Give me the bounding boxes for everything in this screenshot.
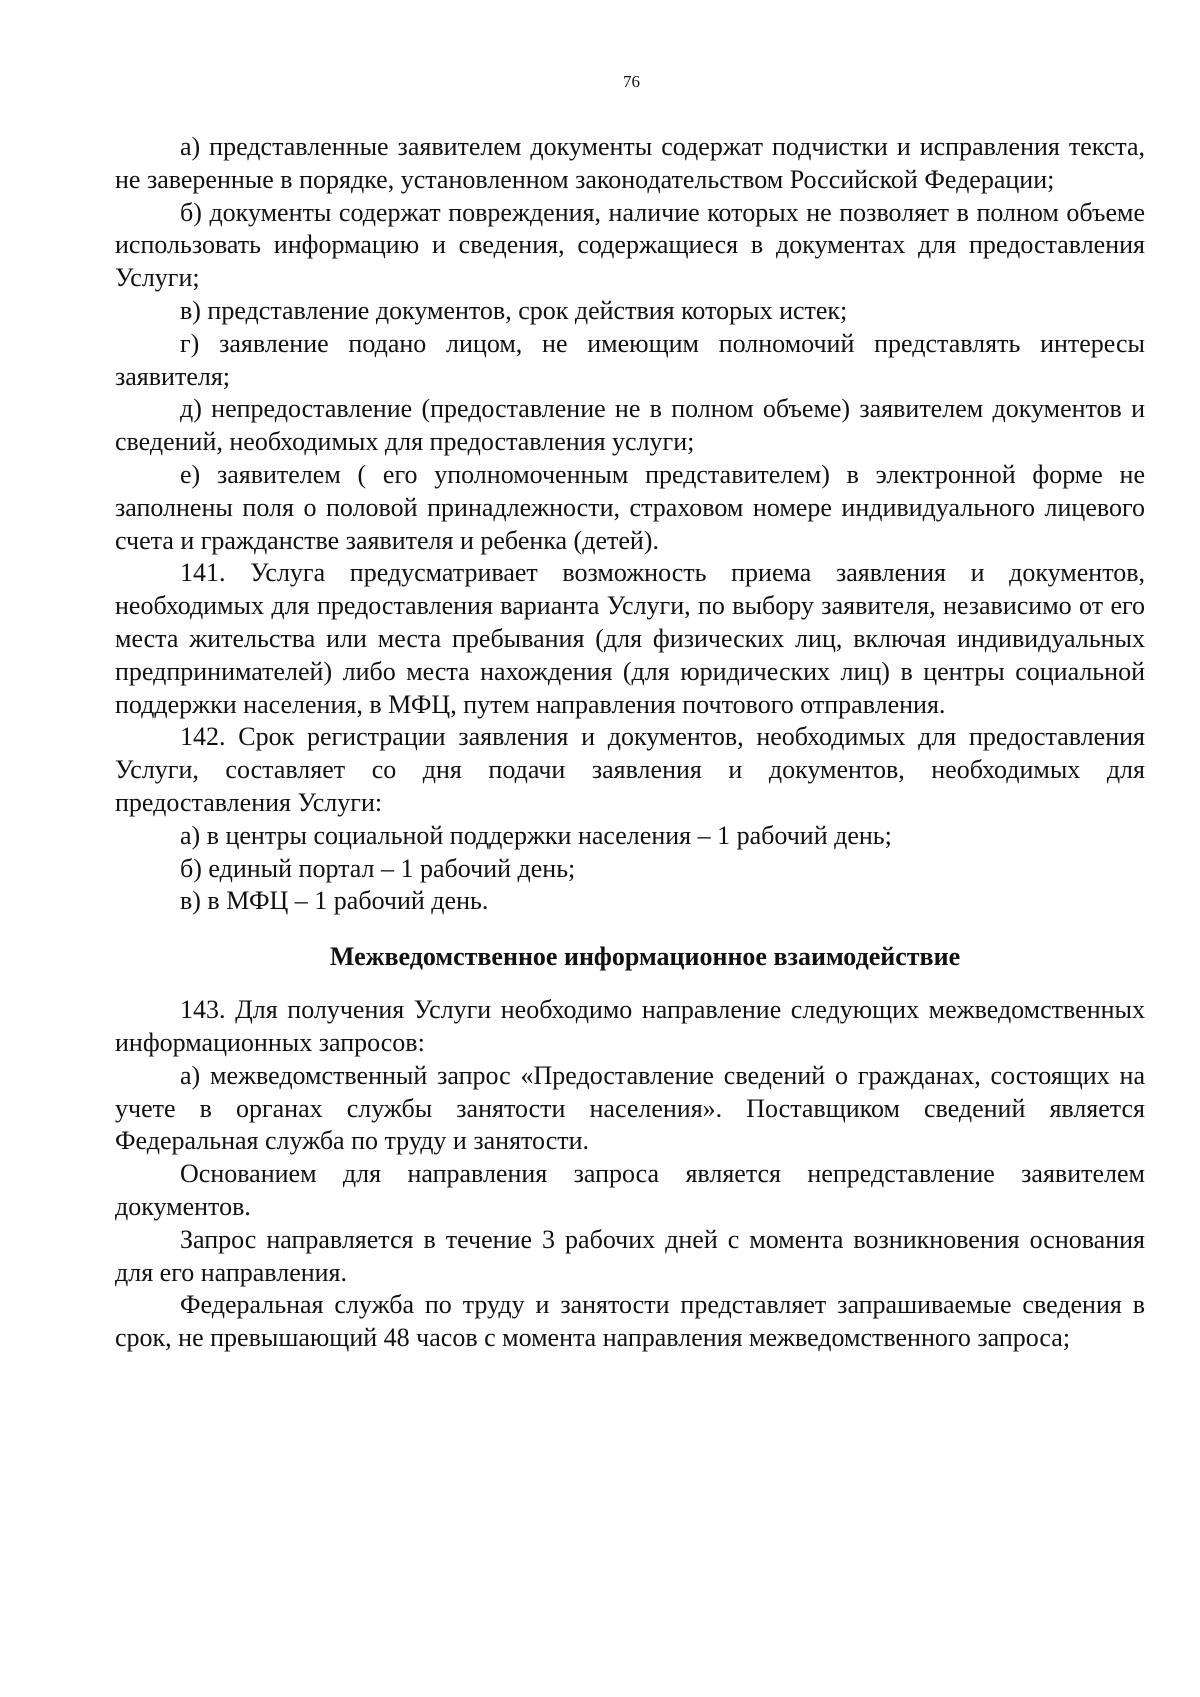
paragraph-e-fields-empty: е) заявителем ( его уполномоченным представителем) в электронной форме не заполнены поля о половой принадлежности, страховом номере индивидуального лицевого счета и гражданстве заявителя и ребенка (детей).: [115, 459, 1145, 555]
paragraph-a-corrections: а) представленные заявителем документы содержат подчистки и исправления текста, не заверенные в порядке, установленном законодательством Российской Федерации;: [115, 132, 1145, 194]
paragraph-142-b: б) единый портал – 1 рабочий день;: [180, 853, 576, 883]
paragraph-b-damage: б) документы содержат повреждения, наличие которых не позволяет в полном объеме использовать информацию и сведения, содержащиеся в документах для предоставления Услуги;: [115, 197, 1145, 293]
page-number: 76: [623, 72, 640, 91]
paragraph-v-expired: в) представление документов, срок действия которых истек;: [180, 295, 848, 325]
paragraph-143: 143. Для получения Услуги необходимо направление следующих межведомственных информационных запросов:: [115, 995, 1145, 1057]
paragraph-143-a: а) межведомственный запрос «Предоставление сведений о гражданах, состоящих на учете в органах службы занятости населения». Поставщиком сведений является Федеральная служба по труду и занятости.: [115, 1060, 1145, 1156]
paragraph-142-a: а) в центры социальной поддержки населения – 1 рабочий день;: [180, 820, 892, 850]
paragraph-142-v: в) в МФЦ – 1 рабочий день.: [180, 886, 489, 916]
paragraph-d-not-provided: д) непредоставление (предоставление не в полном объеме) заявителем документов и сведений, необходимых для предоставления услуги;: [115, 394, 1145, 457]
paragraph-response-time: Федеральная служба по труду и занятости представляет запрашиваемые сведения в срок, не превышающий 48 часов с момента направления межведомственного запроса;: [115, 1290, 1145, 1353]
paragraph-142: 142. Срок регистрации заявления и документов, необходимых для предоставления Услуги, составляет со дня подачи заявления и документов, необходимых для предоставления Услуги:: [115, 722, 1145, 817]
paragraph-g-no-authority: г) заявление подано лицом, не имеющим полномочий представлять интересы заявителя;: [115, 328, 1145, 391]
document-body: [115, 131, 1145, 1355]
paragraph-141: 141. Услуга предусматривает возможность приема заявления и документов, необходимых для предоставления варианта Услуги, по выбору заявителя, независимо от его места жительства или места пребывания (для физических лиц, включая индивидуальных предпринимателей) либо места нахождения (для юридических лиц) в центры социальной поддержки населения, в МФЦ, путем направления почтового отправления.: [115, 558, 1145, 719]
paragraph-basis: Основанием для направления запроса является непредставление заявителем документов.: [115, 1159, 1145, 1221]
section-heading: Межведомственное информационное взаимодействие: [329, 942, 961, 972]
paragraph-deadline: Запрос направляется в течение 3 рабочих дней с момента возникновения основания для его направления.: [115, 1224, 1145, 1287]
